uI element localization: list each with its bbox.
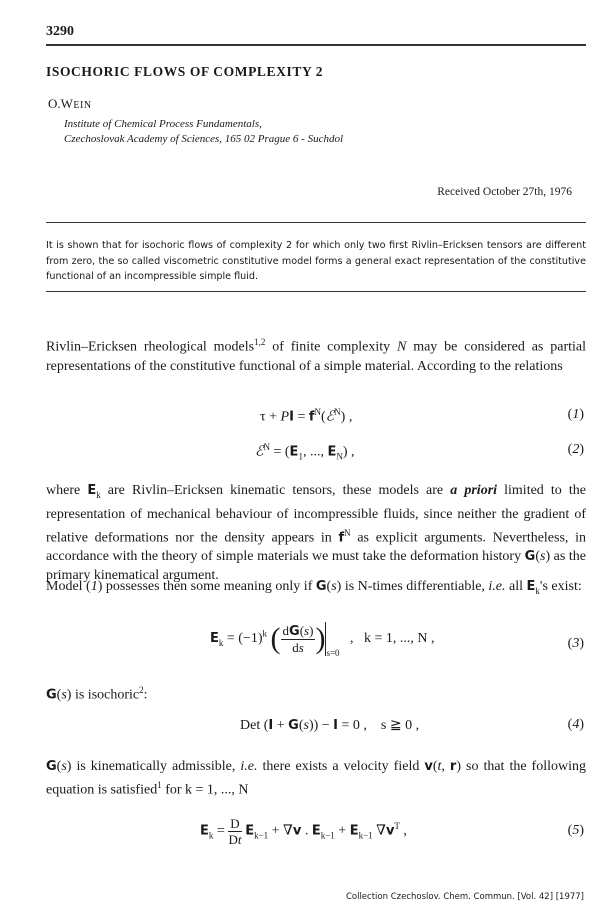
equation-4: Det (I + G(s)) − I = 0 , s ≧ 0 , — [240, 718, 420, 733]
author-initial: O. — [48, 96, 61, 111]
paper-title: ISOCHORIC FLOWS OF COMPLEXITY 2 — [46, 64, 324, 79]
author-name: WEIN — [60, 96, 92, 111]
abstract-top-rule — [46, 222, 586, 223]
equation-3-number: (3) — [567, 636, 584, 651]
paragraph-1: Rivlin–Ericksen rheological models$^{1,2}$ of finite complexity N may be considered as partial representations of the constitutive functional of a simple material. According to the relations — [46, 337, 586, 374]
equation-1-number: (1) — [567, 407, 584, 422]
received-date: Received October 27th, 1976 — [437, 186, 572, 198]
author — [48, 96, 92, 112]
eq3-range: k = 1, ..., N , — [364, 631, 435, 647]
paragraph-5: G(s) is kinematically admissible, i.e. there exists a velocity field v(t, r) so that the following equation is satisfied$^1$ for k = 1, ..., N — [46, 759, 586, 798]
equation-5: $E_k$ = $\frac{D}{Dt}$ $E_{k-1} + \nabla v$ . $E_{k-1} + E_{k-1}$ $\nabla v^T$ , — [200, 816, 407, 847]
affiliation-line-2: Czechoslovak Academy of Sciences, 165 02 Prague 6 - Suchdol — [64, 133, 344, 145]
equation-5-number: (5) — [567, 823, 584, 838]
page-number: 3290 — [46, 24, 74, 39]
abstract-bottom-rule — [46, 291, 586, 292]
equation-2: ℰ$^N$ = ($E_1$, ..., $E_N$) , — [255, 442, 355, 462]
journal-footer: Collection Czechoslov. Chem. Commun. [Vol. 42] [1977] — [345, 892, 584, 902]
equation-1: τ + PI = $f^N(ℰ^N)$ , — [260, 407, 353, 425]
paragraph-3: Model (1) possesses then some meaning only if G(s) is N-times differentiable, i.e. all $E_k's$ exist: — [46, 579, 582, 596]
citation: 1,2 — [254, 337, 266, 347]
abstract: It is shown that for isochoric flows of complexity 2 for which only two first Rivlin–Ericksen tensors are different from zero, the so called viscometric constitutive model forms a general exact representation of the constitutive functional of an incompressible simple fluid. — [46, 240, 586, 282]
equation-2-number: (2) — [567, 442, 584, 457]
paragraph-2: where $E_k$ are Rivlin–Ericksen kinematic tensors, these models are a priori limited to the representation of mechanical behaviour of incompressible fluids, since neither the gradient of relative deformations nor the density appears in $f^N$ as explicit arguments. Nevertheless, in accordance with the theory of simple materials we must take the deformation history G(s) as the primary kinematical argument. — [46, 483, 587, 584]
equation-4-number: (4) — [567, 717, 584, 732]
affiliation — [64, 117, 343, 147]
eq4-condition: s ≧ 0 , — [380, 718, 420, 733]
paragraph-4: G(s) is isochoric$^2$: — [46, 685, 148, 703]
equation-3: $E_k = (-1)^k$ ( $\frac{dG(s)}{ds}$ )$_{s=0}$ , k = 1, ..., N , — [210, 622, 435, 659]
affiliation-line-1: Institute of Chemical Process Fundamentals, — [64, 118, 262, 130]
header-rule — [46, 44, 586, 46]
